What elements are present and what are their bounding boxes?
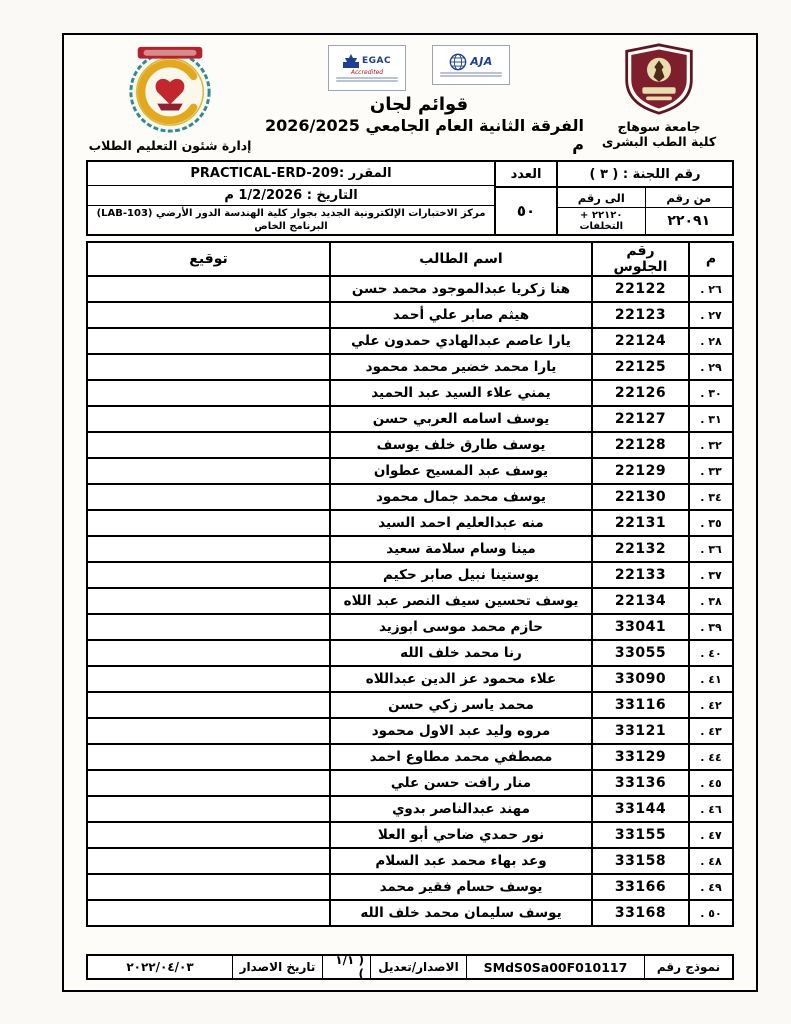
row-student-name: يمني علاء السيد عبد الحميد bbox=[330, 380, 592, 406]
row-seat-number: 22132 bbox=[592, 536, 689, 562]
row-student-name: مروه وليد عبد الاول محمود bbox=[330, 718, 592, 744]
issue-date-label: تاريخ الاصدار bbox=[232, 956, 322, 978]
page-frame bbox=[62, 33, 758, 992]
egac-fine-print-lines bbox=[336, 77, 397, 83]
row-signature-cell bbox=[87, 848, 330, 874]
row-index: ٣٩ . bbox=[689, 614, 733, 640]
row-student-name: وعد بهاء محمد عبد السلام bbox=[330, 848, 592, 874]
row-seat-number: 22128 bbox=[592, 432, 689, 458]
row-signature-cell bbox=[87, 588, 330, 614]
row-index: ٤٢ . bbox=[689, 692, 733, 718]
row-signature-cell bbox=[87, 406, 330, 432]
aja-globe-icon bbox=[449, 53, 467, 71]
row-signature-cell bbox=[87, 770, 330, 796]
count-label: العدد bbox=[496, 162, 556, 188]
row-index: ٤٨ . bbox=[689, 848, 733, 874]
student-row bbox=[87, 432, 733, 458]
version-label: الاصدار/تعديل bbox=[370, 956, 466, 978]
committee-number: رقم اللجنة : ( ٣ ) bbox=[558, 162, 732, 188]
student-row bbox=[87, 328, 733, 354]
row-seat-number: 22124 bbox=[592, 328, 689, 354]
student-table-header-row bbox=[87, 242, 733, 276]
student-row bbox=[87, 900, 733, 926]
form-number-label: نموذج رقم bbox=[644, 956, 732, 978]
row-signature-cell bbox=[87, 484, 330, 510]
department-block bbox=[86, 43, 254, 153]
row-seat-number: 22123 bbox=[592, 302, 689, 328]
row-student-name: يارا عاصم عبدالهادي حمدون علي bbox=[330, 328, 592, 354]
row-seat-number: 33116 bbox=[592, 692, 689, 718]
row-seat-number: 33166 bbox=[592, 874, 689, 900]
row-seat-number: 22125 bbox=[592, 354, 689, 380]
row-signature-cell bbox=[87, 874, 330, 900]
document-subtitle: الفرقة الثانية العام الجامعي 2026/2025 م bbox=[264, 116, 584, 154]
col-header-seat-number: رقم الجلوس bbox=[592, 242, 689, 276]
student-row bbox=[87, 458, 733, 484]
row-signature-cell bbox=[87, 276, 330, 302]
from-number-label: من رقم bbox=[646, 188, 733, 208]
egac-logo-row bbox=[343, 54, 391, 68]
row-student-name: يوسف اسامه العربي حسن bbox=[330, 406, 592, 432]
aja-label: AJA bbox=[470, 55, 493, 69]
row-index: ٢٩ . bbox=[689, 354, 733, 380]
row-index: ٢٨ . bbox=[689, 328, 733, 354]
egac-accreditation-logo bbox=[328, 45, 406, 91]
row-seat-number: 22130 bbox=[592, 484, 689, 510]
aja-registrars-logo bbox=[432, 45, 510, 85]
egac-building-icon bbox=[343, 54, 359, 68]
student-row bbox=[87, 744, 733, 770]
col-header-signature: توقيع bbox=[87, 242, 330, 276]
student-row bbox=[87, 484, 733, 510]
row-signature-cell bbox=[87, 666, 330, 692]
title-block bbox=[254, 43, 584, 154]
row-student-name: يوستينا نبيل صابر حكيم bbox=[330, 562, 592, 588]
student-row bbox=[87, 588, 733, 614]
row-index: ٥٠ . bbox=[689, 900, 733, 926]
row-signature-cell bbox=[87, 744, 330, 770]
row-seat-number: 33041 bbox=[592, 614, 689, 640]
document-footer bbox=[86, 954, 734, 980]
aja-fine-print-lines bbox=[440, 72, 501, 78]
row-index: ٤٩ . bbox=[689, 874, 733, 900]
row-index: ٣٧ . bbox=[689, 562, 733, 588]
exam-location: مركز الاختبارات الإلكترونية الجديد بجوار كلية الهندسة الدور الأرضي (LAB-103) البرنامج الخاص bbox=[96, 208, 486, 232]
student-count-block bbox=[494, 162, 556, 234]
row-index: ٣١ . bbox=[689, 406, 733, 432]
row-signature-cell bbox=[87, 328, 330, 354]
count-value: ٥٠ bbox=[516, 202, 536, 220]
student-row bbox=[87, 354, 733, 380]
row-seat-number: 33121 bbox=[592, 718, 689, 744]
from-number-column bbox=[645, 188, 733, 234]
egac-accredited-text: Accredited bbox=[350, 68, 384, 76]
row-index: ٣٥ . bbox=[689, 510, 733, 536]
row-student-name: يوسف حسام فقير محمد bbox=[330, 874, 592, 900]
student-row bbox=[87, 536, 733, 562]
row-signature-cell bbox=[87, 354, 330, 380]
row-student-name: نور حمدي ضاحي أبو العلا bbox=[330, 822, 592, 848]
department-name: إدارة شئون التعليم الطلاب bbox=[88, 138, 252, 153]
row-signature-cell bbox=[87, 380, 330, 406]
row-student-name: يوسف سليمان محمد خلف الله bbox=[330, 900, 592, 926]
row-signature-cell bbox=[87, 562, 330, 588]
document-title: قوائم لجان bbox=[369, 94, 469, 115]
student-row bbox=[87, 510, 733, 536]
col-header-student-name: اسم الطالب bbox=[330, 242, 592, 276]
row-signature-cell bbox=[87, 796, 330, 822]
row-seat-number: 33144 bbox=[592, 796, 689, 822]
student-row bbox=[87, 848, 733, 874]
row-signature-cell bbox=[87, 900, 330, 926]
row-signature-cell bbox=[87, 822, 330, 848]
to-number-extra: التخلفات bbox=[579, 221, 624, 232]
row-student-name: محمد ياسر زكي حسن bbox=[330, 692, 592, 718]
faculty-name: كلية الطب البشرى bbox=[601, 134, 717, 150]
row-student-name: يارا محمد خضير محمد محمود bbox=[330, 354, 592, 380]
student-row bbox=[87, 874, 733, 900]
university-name: جامعة سوهاج bbox=[617, 119, 701, 135]
row-student-name: منه عبدالعليم احمد السيد bbox=[330, 510, 592, 536]
row-seat-number: 22127 bbox=[592, 406, 689, 432]
row-seat-number: 22134 bbox=[592, 588, 689, 614]
row-seat-number: 22122 bbox=[592, 276, 689, 302]
row-student-name: رنا محمد خلف الله bbox=[330, 640, 592, 666]
seat-range-block bbox=[558, 188, 732, 234]
row-seat-number: 33129 bbox=[592, 744, 689, 770]
col-header-index: م bbox=[689, 242, 733, 276]
university-shield-logo bbox=[622, 43, 696, 115]
student-row bbox=[87, 640, 733, 666]
row-student-name: هيثم صابر علي أحمد bbox=[330, 302, 592, 328]
row-index: ٣٦ . bbox=[689, 536, 733, 562]
row-index: ٤١ . bbox=[689, 666, 733, 692]
row-student-name: مينا وسام سلامة سعيد bbox=[330, 536, 592, 562]
to-number-value bbox=[558, 208, 645, 234]
row-index: ٤٣ . bbox=[689, 718, 733, 744]
student-affairs-logo bbox=[121, 43, 219, 133]
student-table-body bbox=[87, 276, 733, 926]
row-seat-number: 22129 bbox=[592, 458, 689, 484]
row-index: ٣٤ . bbox=[689, 484, 733, 510]
student-row bbox=[87, 770, 733, 796]
row-index: ٢٧ . bbox=[689, 302, 733, 328]
row-index: ٢٦ . bbox=[689, 276, 733, 302]
row-seat-number: 33136 bbox=[592, 770, 689, 796]
row-index: ٣٢ . bbox=[689, 432, 733, 458]
course-info-block bbox=[88, 162, 494, 234]
exam-info-table bbox=[86, 160, 734, 236]
row-student-name: يوسف محمد جمال محمود bbox=[330, 484, 592, 510]
row-index: ٣٨ . bbox=[689, 588, 733, 614]
row-signature-cell bbox=[87, 302, 330, 328]
row-student-name: علاء محمود عز الدين عبداللاه bbox=[330, 666, 592, 692]
row-student-name: منار رافت حسن علي bbox=[330, 770, 592, 796]
university-block bbox=[584, 43, 734, 149]
row-signature-cell bbox=[87, 614, 330, 640]
student-row bbox=[87, 406, 733, 432]
exam-date: التاريخ : 1/2/2026 م bbox=[88, 186, 494, 206]
student-row bbox=[87, 666, 733, 692]
document-header bbox=[86, 43, 734, 154]
row-seat-number: 22133 bbox=[592, 562, 689, 588]
row-signature-cell bbox=[87, 718, 330, 744]
course-name: المقرر :PRACTICAL-ERD-209 bbox=[88, 162, 494, 186]
row-seat-number: 33090 bbox=[592, 666, 689, 692]
student-row bbox=[87, 796, 733, 822]
to-number-label: الى رقم bbox=[558, 188, 645, 208]
from-number-value: ٢٢٠٩١ bbox=[667, 212, 711, 229]
committee-number-block bbox=[556, 162, 732, 234]
version-value: ( ١/١ ) bbox=[322, 956, 370, 978]
row-index: ٣٠ . bbox=[689, 380, 733, 406]
row-student-name: حازم محمد موسى ابوزيد bbox=[330, 614, 592, 640]
row-student-name: هنا زكريا عبدالموجود محمد حسن bbox=[330, 276, 592, 302]
row-index: ٣٣ . bbox=[689, 458, 733, 484]
egac-label: EGAC bbox=[361, 55, 392, 66]
row-seat-number: 33168 bbox=[592, 900, 689, 926]
issue-date-value: ٢٠٢٢/٠٤/٠٣ bbox=[126, 960, 194, 974]
row-seat-number: 22131 bbox=[592, 510, 689, 536]
row-index: ٤٤ . bbox=[689, 744, 733, 770]
row-signature-cell bbox=[87, 458, 330, 484]
row-seat-number: 33155 bbox=[592, 822, 689, 848]
certification-logos bbox=[328, 45, 510, 91]
row-signature-cell bbox=[87, 432, 330, 458]
to-number-main: ٢٢١٢٠ + bbox=[580, 209, 623, 221]
student-row bbox=[87, 692, 733, 718]
row-index: ٤٠ . bbox=[689, 640, 733, 666]
row-seat-number: 22126 bbox=[592, 380, 689, 406]
row-student-name: يوسف تحسين سيف النصر عبد اللاه bbox=[330, 588, 592, 614]
row-signature-cell bbox=[87, 536, 330, 562]
student-row bbox=[87, 276, 733, 302]
row-signature-cell bbox=[87, 510, 330, 536]
row-seat-number: 33055 bbox=[592, 640, 689, 666]
row-index: ٤٦ . bbox=[689, 796, 733, 822]
row-index: ٤٧ . bbox=[689, 822, 733, 848]
row-student-name: يوسف طارق خلف يوسف bbox=[330, 432, 592, 458]
row-index: ٤٥ . bbox=[689, 770, 733, 796]
student-row bbox=[87, 822, 733, 848]
to-number-column bbox=[558, 188, 645, 234]
student-row bbox=[87, 380, 733, 406]
row-signature-cell bbox=[87, 640, 330, 666]
student-row bbox=[87, 302, 733, 328]
form-number-value: SMdS0Sa00F010117 bbox=[466, 956, 644, 978]
student-row bbox=[87, 718, 733, 744]
aja-logo-row bbox=[449, 53, 493, 71]
row-student-name: يوسف عبد المسيح عطوان bbox=[330, 458, 592, 484]
row-student-name: مهند عبدالناصر بدوي bbox=[330, 796, 592, 822]
row-signature-cell bbox=[87, 692, 330, 718]
student-row bbox=[87, 562, 733, 588]
student-table bbox=[86, 241, 734, 927]
row-student-name: مصطفي محمد مطاوع احمد bbox=[330, 744, 592, 770]
row-seat-number: 33158 bbox=[592, 848, 689, 874]
student-row bbox=[87, 614, 733, 640]
